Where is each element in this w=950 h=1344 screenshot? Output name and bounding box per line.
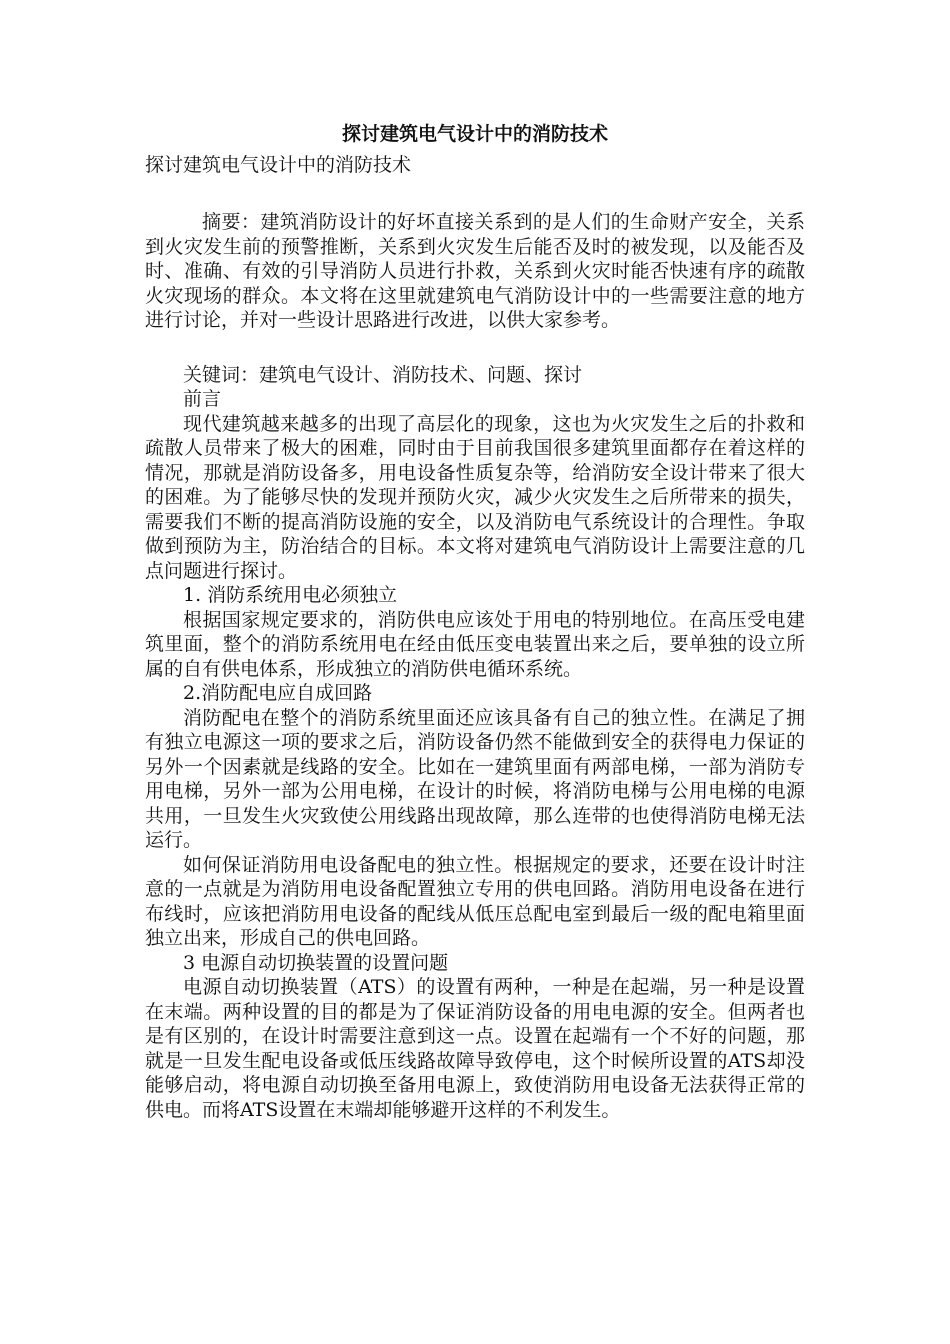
spacer — [145, 180, 805, 210]
section-3-paragraph: 电源自动切换装置（ATS）的设置有两种，一种是在起端，另一种是设置在末端。两种设置的目的都是为了保证消防设备的用电电源的安全。但两者也是有区别的，在设计时需要注意到这一点。设置在起端有一个不好的问题，那就是一旦发生配电设备或低压线路故障导致停电，这个时候所设置的ATS却没能够启动，将电源自动切换至备用电源上，致使消防用电设备无法获得正常的供电。而将ATS设置在末端却能够避开这样的不利发生。 — [145, 976, 805, 1121]
document-subtitle: 探讨建筑电气设计中的消防技术 — [145, 154, 412, 176]
preface-heading: 前言 — [183, 388, 222, 410]
section-1-paragraph: 根据国家规定要求的，消防供电应该处于用电的特别地位。在高压受电建筑里面，整个的消防系统用电在经由低压变电装置出来之后，要单独的设立所属的自有供电体系，形成独立的消防供电循环系统。 — [145, 608, 805, 680]
section-1-heading: 1. 消防系统用电必须独立 — [183, 584, 398, 606]
preface-paragraph: 现代建筑越来越多的出现了高层化的现象，这也为火灾发生之后的扑救和疏散人员带来了极大的困难，同时由于目前我国很多建筑里面都存在着这样的情况，那就是消防设备多，用电设备性质复杂等，给消防安全设计带来了很大的困难。为了能够尽快的发现并预防火灾，减少火灾发生之后所带来的损失，需要我们不断的提高消防设施的安全，以及消防电气系统设计的合理性。争取做到预防为主，防治结合的目标。本文将对建筑电气消防设计上需要注意的几点问题进行探讨。 — [145, 412, 805, 582]
section-2-paragraph-1: 消防配电在整个的消防系统里面还应该具备有自己的独立性。在满足了拥有独立电源这一项的要求之后，消防设备仍然不能做到安全的获得电力保证的另外一个因素就是线路的安全。比如在一建筑里面有两部电梯，一部为消防专用电梯，另外一部为公用电梯，在设计的时候，将消防电梯与公用电梯的电源共用，一旦发生火灾致使公用线路出现故障，那么连带的也使得消防电梯无法运行。 — [145, 706, 805, 851]
document-title: 探讨建筑电气设计中的消防技术 — [341, 123, 608, 145]
section-3-heading: 3 电源自动切换装置的设置问题 — [183, 951, 449, 974]
spacer — [145, 333, 805, 363]
section-2-paragraph-2: 如何保证消防用电设备配电的独立性。根据规定的要求，还要在设计时注意的一点就是为消防用电设备配置独立专用的供电回路。消防用电设备在进行布线时，应该把消防用电设备的配线从低压总配电室到最后一级的配电箱里面独立出来，形成自己的供电回路。 — [145, 853, 805, 949]
keywords-line: 关键词：建筑电气设计、消防技术、问题、探讨 — [183, 363, 583, 386]
section-2-heading: 2.消防配电应自成回路 — [183, 682, 373, 704]
document-page — [145, 118, 805, 1122]
abstract-paragraph: 摘要：建筑消防设计的好坏直接关系到的是人们的生命财产安全，关系到火灾发生前的预警推断，关系到火灾发生后能否及时的被发现，以及能否及时、准确、有效的引导消防人员进行扑救，关系到火灾时能否快速有序的疏散火灾现场的群众。本文将在这里就建筑电气消防设计中的一些需要注意的地方进行讨论，并对一些设计思路进行改进，以供大家参考。 — [145, 211, 805, 331]
